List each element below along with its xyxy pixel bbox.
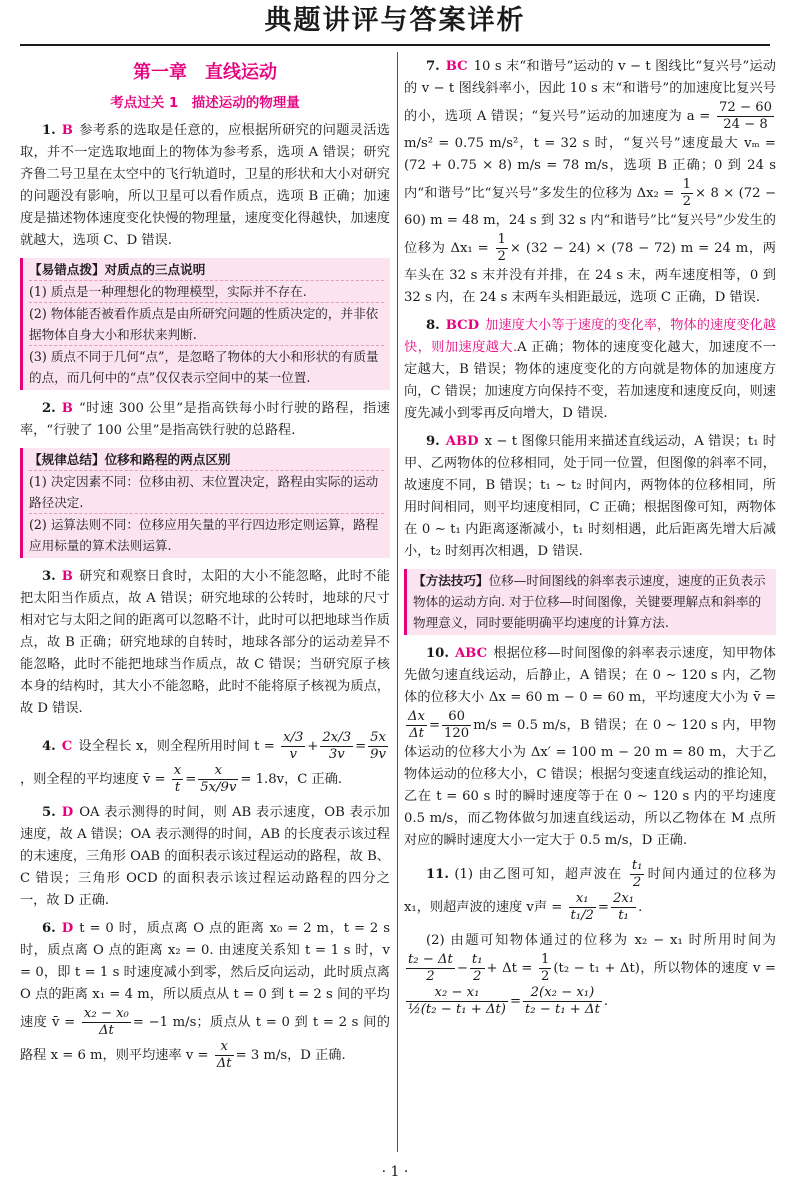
answer-key: ABC — [454, 646, 488, 661]
fraction: $\frac{2x/3}{3v}$ — [322, 730, 352, 762]
right-column — [404, 56, 776, 1024]
answer-key: B — [61, 123, 73, 138]
fraction: $\frac{\text{x₂ − x₀}}{\Delta t}$ — [83, 1006, 129, 1038]
page-title: 典题讲评与答案详析 — [264, 5, 526, 36]
answer-key: ABD — [445, 434, 479, 449]
chapter-heading: 第一章 直线运动 — [133, 62, 277, 83]
answer-item-3: 3. B 研究和观察日食时，太阳的大小不能忽略，此时不能把太阳当作质点，故 A 错误；研究地球的公转时，地球的尺寸相对它与太阳之间的距离可以忽略不计，此时可以把地球当作质点，故 B 正确；研究地球的自转时，地球各部分的运动差异不能忽略，此时不能把地球当作质点，故 C 错误；当研究原子核本身的结构时，其大小不能忽略，此时不能将原子核视为质点，故 D 错误. — [20, 569, 390, 716]
answer-item-10: 10. ABC 根据位移—时间图像的斜率表示速度，知甲物体先做匀速直线运动，后静止，A 错误；在 0 ∼ 120 s 内，乙物体的位移大小 Δx = 60 m − 0 = 60 m，平均速度大小为 v̄ = $\frac{\Delta x}{\Delta t}$ = $\frac{60}{120}$ m/s = 0.5 m/s，B 错误；在 0 ∼ 120 s 内，甲物体运动的位移大小为 Δx′ = 100 m − 20 m = 80 m，大于乙物体运动的位移大小，C 错误；根据匀变速直线运动的推论知，乙在 t = 60 s 时的瞬时速度等于在 0 ∼ 120 s 内的平均速度 0.5 m/s，而乙物体做匀加速直线运动，所以乙物体在 M 点所对应的瞬时速度大小一定大于 0.5 m/s，D 正确. — [404, 646, 776, 848]
answer-key: D — [61, 921, 74, 936]
column-divider — [397, 52, 398, 1152]
answer-key: D — [61, 805, 74, 820]
answer-key: B — [61, 401, 73, 416]
fraction: $\frac{5x}{9v}$ — [370, 730, 386, 762]
section-heading: 考点过关 1 描述运动的物理量 — [110, 95, 300, 111]
fraction: $\frac{x}{\Delta t}$ — [216, 1039, 232, 1071]
fraction: $\frac{\text{t₁}}{2}$ — [471, 952, 483, 984]
answer-item-4: 4. C 设全程长 x，则全程所用时间 t = $\frac{x/3}{v}$ + $\frac{2x/3}{3v}$ = $\frac{5x}{9v}$ ，则全程的平均速度 v̄ = $\frac{x}{t}$ = $\frac{x}{5x/9v}$ = 1.8v，C 正确. — [20, 730, 386, 795]
fraction: $\frac{x}{t}$ — [173, 763, 182, 795]
fraction: $\frac{\text{x₁}}{\text{t₁/2}}$ — [570, 891, 594, 923]
answer-item-11: 11. (1) 由乙图可知，超声波在 $\frac{\text{t₁}}{2}$ 时间内通过的位移为 x₁，则超声波的速度 v声 = $\frac{\text{x₁}}{\text{t₁/2}}$ = $\frac{\text{2x₁}}{\text{t₁}}$ . — [404, 858, 776, 923]
title-divider — [20, 44, 770, 46]
tip-box-title: 【易错点拨】对质点的三点说明 — [29, 262, 206, 277]
tip-box-title: 【方法技巧】 — [413, 573, 489, 588]
left-column — [20, 56, 390, 1078]
answer-item-5: 5. D OA 表示测得的时间，则 AB 表示速度，OB 表示加速度，故 A 错误；OA 表示测得的时间，AB 的长度表示该过程的末速度，三角形 OAB 的面积表示该过程运动的路程，故 B、C 错误；三角形 OCD 的面积表示该过程运动路程的四分之一，故 D 正确. — [20, 805, 390, 908]
fraction: $\frac{\text{2x₁}}{\text{t₁}}$ — [612, 891, 635, 923]
fraction: $\frac{\text{2(x₂ − x₁)}}{\text{t₂ − t₁ + Δt}}$ — [525, 985, 600, 1017]
fraction: $\frac{\text{t₁}}{2}$ — [631, 858, 643, 890]
tip-box-mistakes: 【易错点拨】对质点的三点说明 (1) 质点是一种理想化的物理模型，实际并不存在. (2) 物体能否被看作质点是由所研究问题的性质决定的，并非依据物体自身大小和形状来判断. (3) 质点不同于几何“点”，是忽略了物体的大小和形状的有质量的点，而几何中的“点”仅仅表示空间中的某一位置. — [20, 258, 390, 390]
answer-item-2: 2. B “时速 300 公里”是指高铁每小时行驶的路程，指速率，“行驶了 100 公里”是指高铁行驶的总路程. — [20, 401, 390, 438]
fraction: $\frac{\text{t₂ − Δt}}{2}$ — [408, 952, 453, 984]
answer-key: B — [61, 569, 73, 584]
answer-item-11-part-2: (2) 由题可知物体通过的位移为 x₂ − x₁ 时所用时间为 $\frac{\text{t₂ − Δt}}{2}$ − $\frac{\text{t₁}}{2}$ + Δt = $\frac{1}{2}$ (t₂ − t₁ + Δt)，所以物体的速度 v = $\frac{\text{x₂ − x₁}}{\text{½(t₂ − t₁ + Δt)}}$ = $\frac{\text{2(x₂ − x₁)}}{\text{t₂ − t₁ + Δt}}$ . — [408, 933, 776, 1017]
answer-item-8: 8. BCD 加速度大小等于速度的变化率，物体的速度变化越快，则加速度越大.A 正确；物体的速度变化越大，加速度不一定越大，B 错误；物体的速度变化的方向就是物体的加速度方向，C 错误；加速度方向保持不变，若加速度和速度反向，则速度先减小到零再反向增大，D 错误. — [404, 318, 776, 421]
fraction: $\frac{1}{2}$ — [497, 232, 506, 264]
highlighted-text: 加速度大小等于速度的变化率，物体的速度变化越快，则加速度越大. — [404, 318, 776, 355]
answer-item-7: 7. BC 10 s 末“和谐号”运动的 v − t 图线比“复兴号”运动的 v − t 图线斜率小，因此 10 s 末“和谐号”的加速度比复兴号的小，选项 A 错误；“复兴号”运动的加速度为 a = $\frac{72 - 60}{24 - 8}$ m/s² = 0.75 m/s²，t = 32 s 时，“复兴号”速度最大 vₘ = (72 + 0.75 × 8) m/s = 78 m/s，选项 B 正确；0 到 24 s 内“和谐号”比“复兴号”多发生的位移为 Δx₂ = $\frac{1}{2}$ × 8 × (72 − 60) m = 48 m，24 s 到 32 s 内“和谐号”比“复兴号”少发生的位移为 Δx₁ = $\frac{1}{2}$ × (32 − 24) × (78 − 72) m = 24 m，两车头在 32 s 末并没有并排，在 24 s 末，两车速度相等，0 到 32 s 内，在 24 s 末两车头相距最远，选项 C 正确，D 错误. — [404, 59, 776, 305]
answer-item-6: 6. D t = 0 时，质点离 O 点的距离 x₀ = 2 m，t = 2 s 时，质点离 O 点的距离 x₂ = 0. 由速度关系知 t = 1 s 时，v = 0，即 t = 1 s 时速度减小到零，然后反向运动，此时质点离 O 点的距离 x₁ = 4 m，所以质点从 t = 0 到 t = 2 s 间的平均速度 v̄ = $\frac{\text{x₂ − x₀}}{\Delta t}$ = −1 m/s；质点从 t = 0 到 t = 2 s 间的路程 x = 6 m，则平均速率 v = $\frac{x}{\Delta t}$ = 3 m/s，D 正确. — [20, 921, 390, 1071]
answer-item-9: 9. ABD x − t 图像只能用来描述直线运动，A 错误；t₁ 时甲、乙两物体的位移相同，处于同一位置，但图像的斜率不同，故速度不同，B 错误；t₁ ∼ t₂ 时间内，两物体的位移相同，所用时间相同，则平均速度相同，C 正确；根据图像可知，两物体在 0 ∼ t₁ 内距离逐渐减小，t₁ 时刻相遇，此后距离先增大后减小，t₂ 时刻再次相遇，D 错误. — [404, 434, 776, 559]
fraction: $\frac{60}{120}$ — [444, 709, 470, 741]
fraction: $\frac{\Delta x}{\Delta t}$ — [408, 709, 425, 741]
answer-key: BCD — [445, 318, 480, 333]
fraction: $\frac{1}{2}$ — [541, 952, 550, 984]
fraction: $\frac{1}{2}$ — [682, 177, 692, 209]
page-number: · 1 · — [381, 1164, 409, 1180]
answer-key: BC — [445, 59, 468, 74]
fraction: $\frac{x}{5x/9v}$ — [200, 763, 237, 795]
tip-box-rules: 【规律总结】位移和路程的两点区别 (1) 决定因素不同：位移由初、末位置决定，路程由实际的运动路径决定. (2) 运算法则不同：位移应用矢量的平行四边形定则运算，路程应用标量的算术法则运算. — [20, 448, 390, 558]
fraction: $\frac{x/3}{v}$ — [283, 730, 304, 762]
answer-item-1: 1. B 参考系的选取是任意的，应根据所研究的问题灵活选取，并不一定选取地面上的物体为参考系，选项 A 错误；研究齐鲁二号卫星在太空中的飞行轨道时，卫星的形状和大小对研究的问题没有影响，所以卫星可以看作质点，选项 B 正确；加速度是描述物体速度变化快慢的物理量，速度变化得越快，加速度就越大，选项 C、D 错误. — [20, 123, 390, 248]
fraction: $\frac{\text{x₂ − x₁}}{\text{½(t₂ − t₁ + Δt)}}$ — [408, 985, 506, 1017]
fraction: $\frac{72 - 60}{24 - 8}$ — [719, 100, 772, 132]
answer-key: C — [61, 739, 73, 754]
tip-box-title: 【规律总结】位移和路程的两点区别 — [29, 452, 231, 467]
tip-box-methods: 【方法技巧】位移—时间图线的斜率表示速度，速度的正负表示物体的运动方向. 对于位移—时间图像，关键要理解点和斜率的物理意义，同时要能明确平均速度的计算方法. — [404, 569, 776, 635]
